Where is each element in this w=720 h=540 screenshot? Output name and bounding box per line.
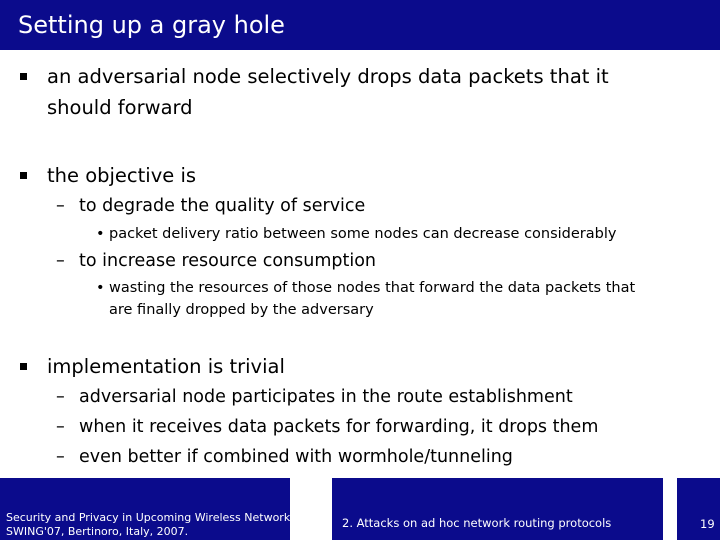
footer-page bbox=[677, 478, 720, 540]
square-bullet-icon bbox=[20, 354, 28, 362]
footer-course-title: Security and Privacy in Upcoming Wireless Networks bbox=[6, 511, 296, 524]
bullet-text: an adversarial node selectively drops data packets that it bbox=[47, 65, 609, 88]
sub-bullet-text: adversarial node participates in the route establishment bbox=[79, 387, 573, 407]
sub-bullet-text: to increase resource consumption bbox=[79, 251, 377, 271]
dot-bullet-icon: • bbox=[96, 226, 105, 242]
square-bullet-icon bbox=[20, 64, 28, 72]
page-number: 19 bbox=[700, 517, 715, 531]
dash-bullet-icon: – bbox=[56, 447, 65, 467]
footer-event: SWING'07, Bertinoro, Italy, 2007. bbox=[6, 525, 189, 538]
dot-bullet-icon: • bbox=[96, 280, 105, 296]
footer-section-title: 2. Attacks on ad hoc network routing protocols bbox=[342, 516, 612, 530]
footer-section bbox=[332, 478, 663, 540]
slide-title: Setting up a gray hole bbox=[18, 11, 285, 39]
footer-course-info bbox=[0, 478, 296, 540]
sub-bullet-text: even better if combined with wormhole/tunneling bbox=[79, 447, 513, 467]
bullet-text: should forward bbox=[47, 96, 193, 119]
sub-sub-bullet-text: wasting the resources of those nodes that forward the data packets that bbox=[109, 280, 636, 296]
title-bar bbox=[0, 0, 720, 50]
square-bullet-icon bbox=[20, 163, 28, 171]
sub-bullet-text: to degrade the quality of service bbox=[79, 196, 366, 216]
dash-bullet-icon: – bbox=[56, 417, 65, 437]
bullet-text: the objective is bbox=[47, 164, 197, 187]
dash-bullet-icon: – bbox=[56, 251, 65, 271]
sub-bullet-text: when it receives data packets for forwarding, it drops them bbox=[79, 417, 599, 437]
dash-bullet-icon: – bbox=[56, 196, 65, 216]
sub-sub-bullet-text: are finally dropped by the adversary bbox=[109, 302, 374, 318]
sub-sub-bullet-text: packet delivery ratio between some nodes can decrease considerably bbox=[109, 226, 617, 242]
bullet-text: implementation is trivial bbox=[47, 355, 285, 378]
dash-bullet-icon: – bbox=[56, 387, 65, 407]
